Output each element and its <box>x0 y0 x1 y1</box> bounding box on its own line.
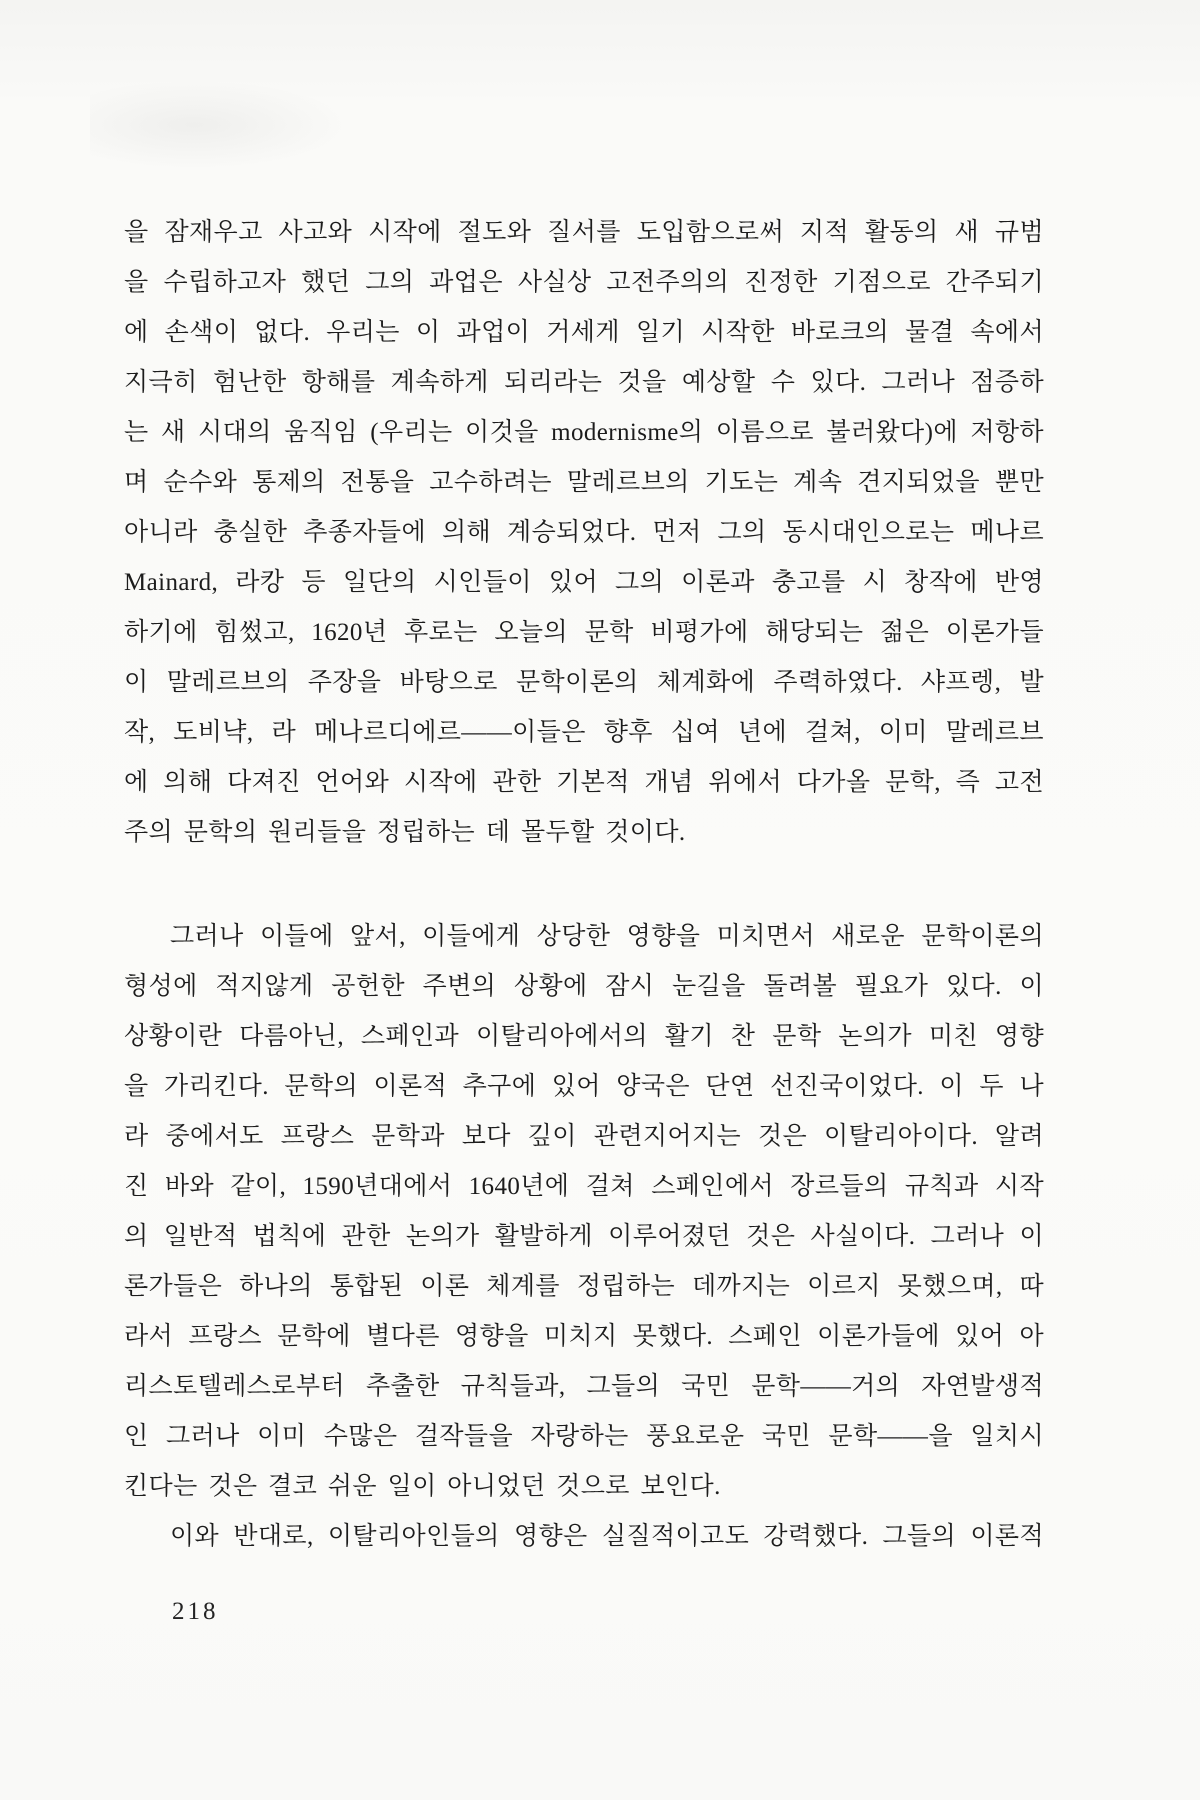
text-line: 아니라 충실한 추종자들에 의해 계승되었다. 먼저 그의 동시대인으로는 메나르 <box>124 519 1044 546</box>
text-line: Mainard, 라캉 등 일단의 시인들이 있어 그의 이론과 충고를 시 창작에 반영 <box>124 569 1044 596</box>
text-line: 인 그러나 이미 수많은 걸작들을 자랑하는 풍요로운 국민 문학——을 일치시 <box>124 1423 1044 1450</box>
text-line: 에 의해 다져진 언어와 시작에 관한 기본적 개념 위에서 다가올 문학, 즉 고전 <box>124 769 1044 796</box>
text-line: 상황이란 다름아닌, 스페인과 이탈리아에서의 활기 찬 문학 논의가 미친 영향 <box>124 1023 1044 1050</box>
text-line: 을 잠재우고 사고와 시작에 절도와 질서를 도입함으로써 지적 활동의 새 규범 <box>124 219 1044 246</box>
text-line: 형성에 적지않게 공헌한 주변의 상황에 잠시 눈길을 돌려볼 필요가 있다. 이 <box>124 973 1044 1000</box>
text-line: 하기에 힘썼고, 1620년 후로는 오늘의 문학 비평가에 해당되는 젊은 이론가들 <box>124 619 1044 646</box>
text-line: 라 중에서도 프랑스 문학과 보다 깊이 관련지어지는 것은 이탈리아이다. 알려 <box>124 1123 1044 1150</box>
page-number: 218 <box>172 1598 219 1625</box>
text-line: 론가들은 하나의 통합된 이론 체계를 정립하는 데까지는 이르지 못했으며, 따 <box>124 1273 1044 1300</box>
text-line: 는 새 시대의 움직임 (우리는 이것을 modernisme의 이름으로 불러왔다)에 저항하 <box>124 419 1044 446</box>
text-line: 작, 도비냑, 라 메나르디에르——이들은 향후 십여 년에 걸쳐, 이미 말레르브 <box>124 719 1044 746</box>
text-line: 을 가리킨다. 문학의 이론적 추구에 있어 양국은 단연 선진국이었다. 이 두 나 <box>124 1073 1044 1100</box>
text-line: 리스토텔레스로부터 추출한 규칙들과, 그들의 국민 문학——거의 자연발생적 <box>124 1373 1044 1400</box>
text-line: 진 바와 같이, 1590년대에서 1640년에 걸쳐 스페인에서 장르들의 규칙과 시작 <box>124 1173 1044 1200</box>
text-line paragraph-end: 주의 문학의 원리들을 정립하는 데 몰두할 것이다. <box>124 819 686 846</box>
text-line: 이 말레르브의 주장을 바탕으로 문학이론의 체계화에 주력하였다. 샤프렝, 발 <box>124 669 1044 696</box>
scan-smudge <box>90 80 350 170</box>
text-line paragraph-start: 그러나 이들에 앞서, 이들에게 상당한 영향을 미치면서 새로운 문학이론의 <box>170 923 1044 950</box>
text-line: 의 일반적 법칙에 관한 논의가 활발하게 이루어졌던 것은 사실이다. 그러나 이 <box>124 1223 1044 1250</box>
text-line: 을 수립하고자 했던 그의 과업은 사실상 고전주의의 진정한 기점으로 간주되기 <box>124 269 1044 296</box>
text-line: 라서 프랑스 문학에 별다른 영향을 미치지 못했다. 스페인 이론가들에 있어 아 <box>124 1323 1044 1350</box>
text-line: 며 순수와 통제의 전통을 고수하려는 말레르브의 기도는 계속 견지되었을 뿐만 <box>124 469 1044 496</box>
body-text <box>124 208 1044 1562</box>
text-line paragraph-end: 킨다는 것은 결코 쉬운 일이 아니었던 것으로 보인다. <box>124 1473 721 1500</box>
text-line paragraph-start: 이와 반대로, 이탈리아인들의 영향은 실질적이고도 강력했다. 그들의 이론적 <box>170 1523 1044 1550</box>
text-line: 지극히 험난한 항해를 계속하게 되리라는 것을 예상할 수 있다. 그러나 점증하 <box>124 369 1044 396</box>
text-line: 에 손색이 없다. 우리는 이 과업이 거세게 일기 시작한 바로크의 물결 속에서 <box>124 319 1044 346</box>
